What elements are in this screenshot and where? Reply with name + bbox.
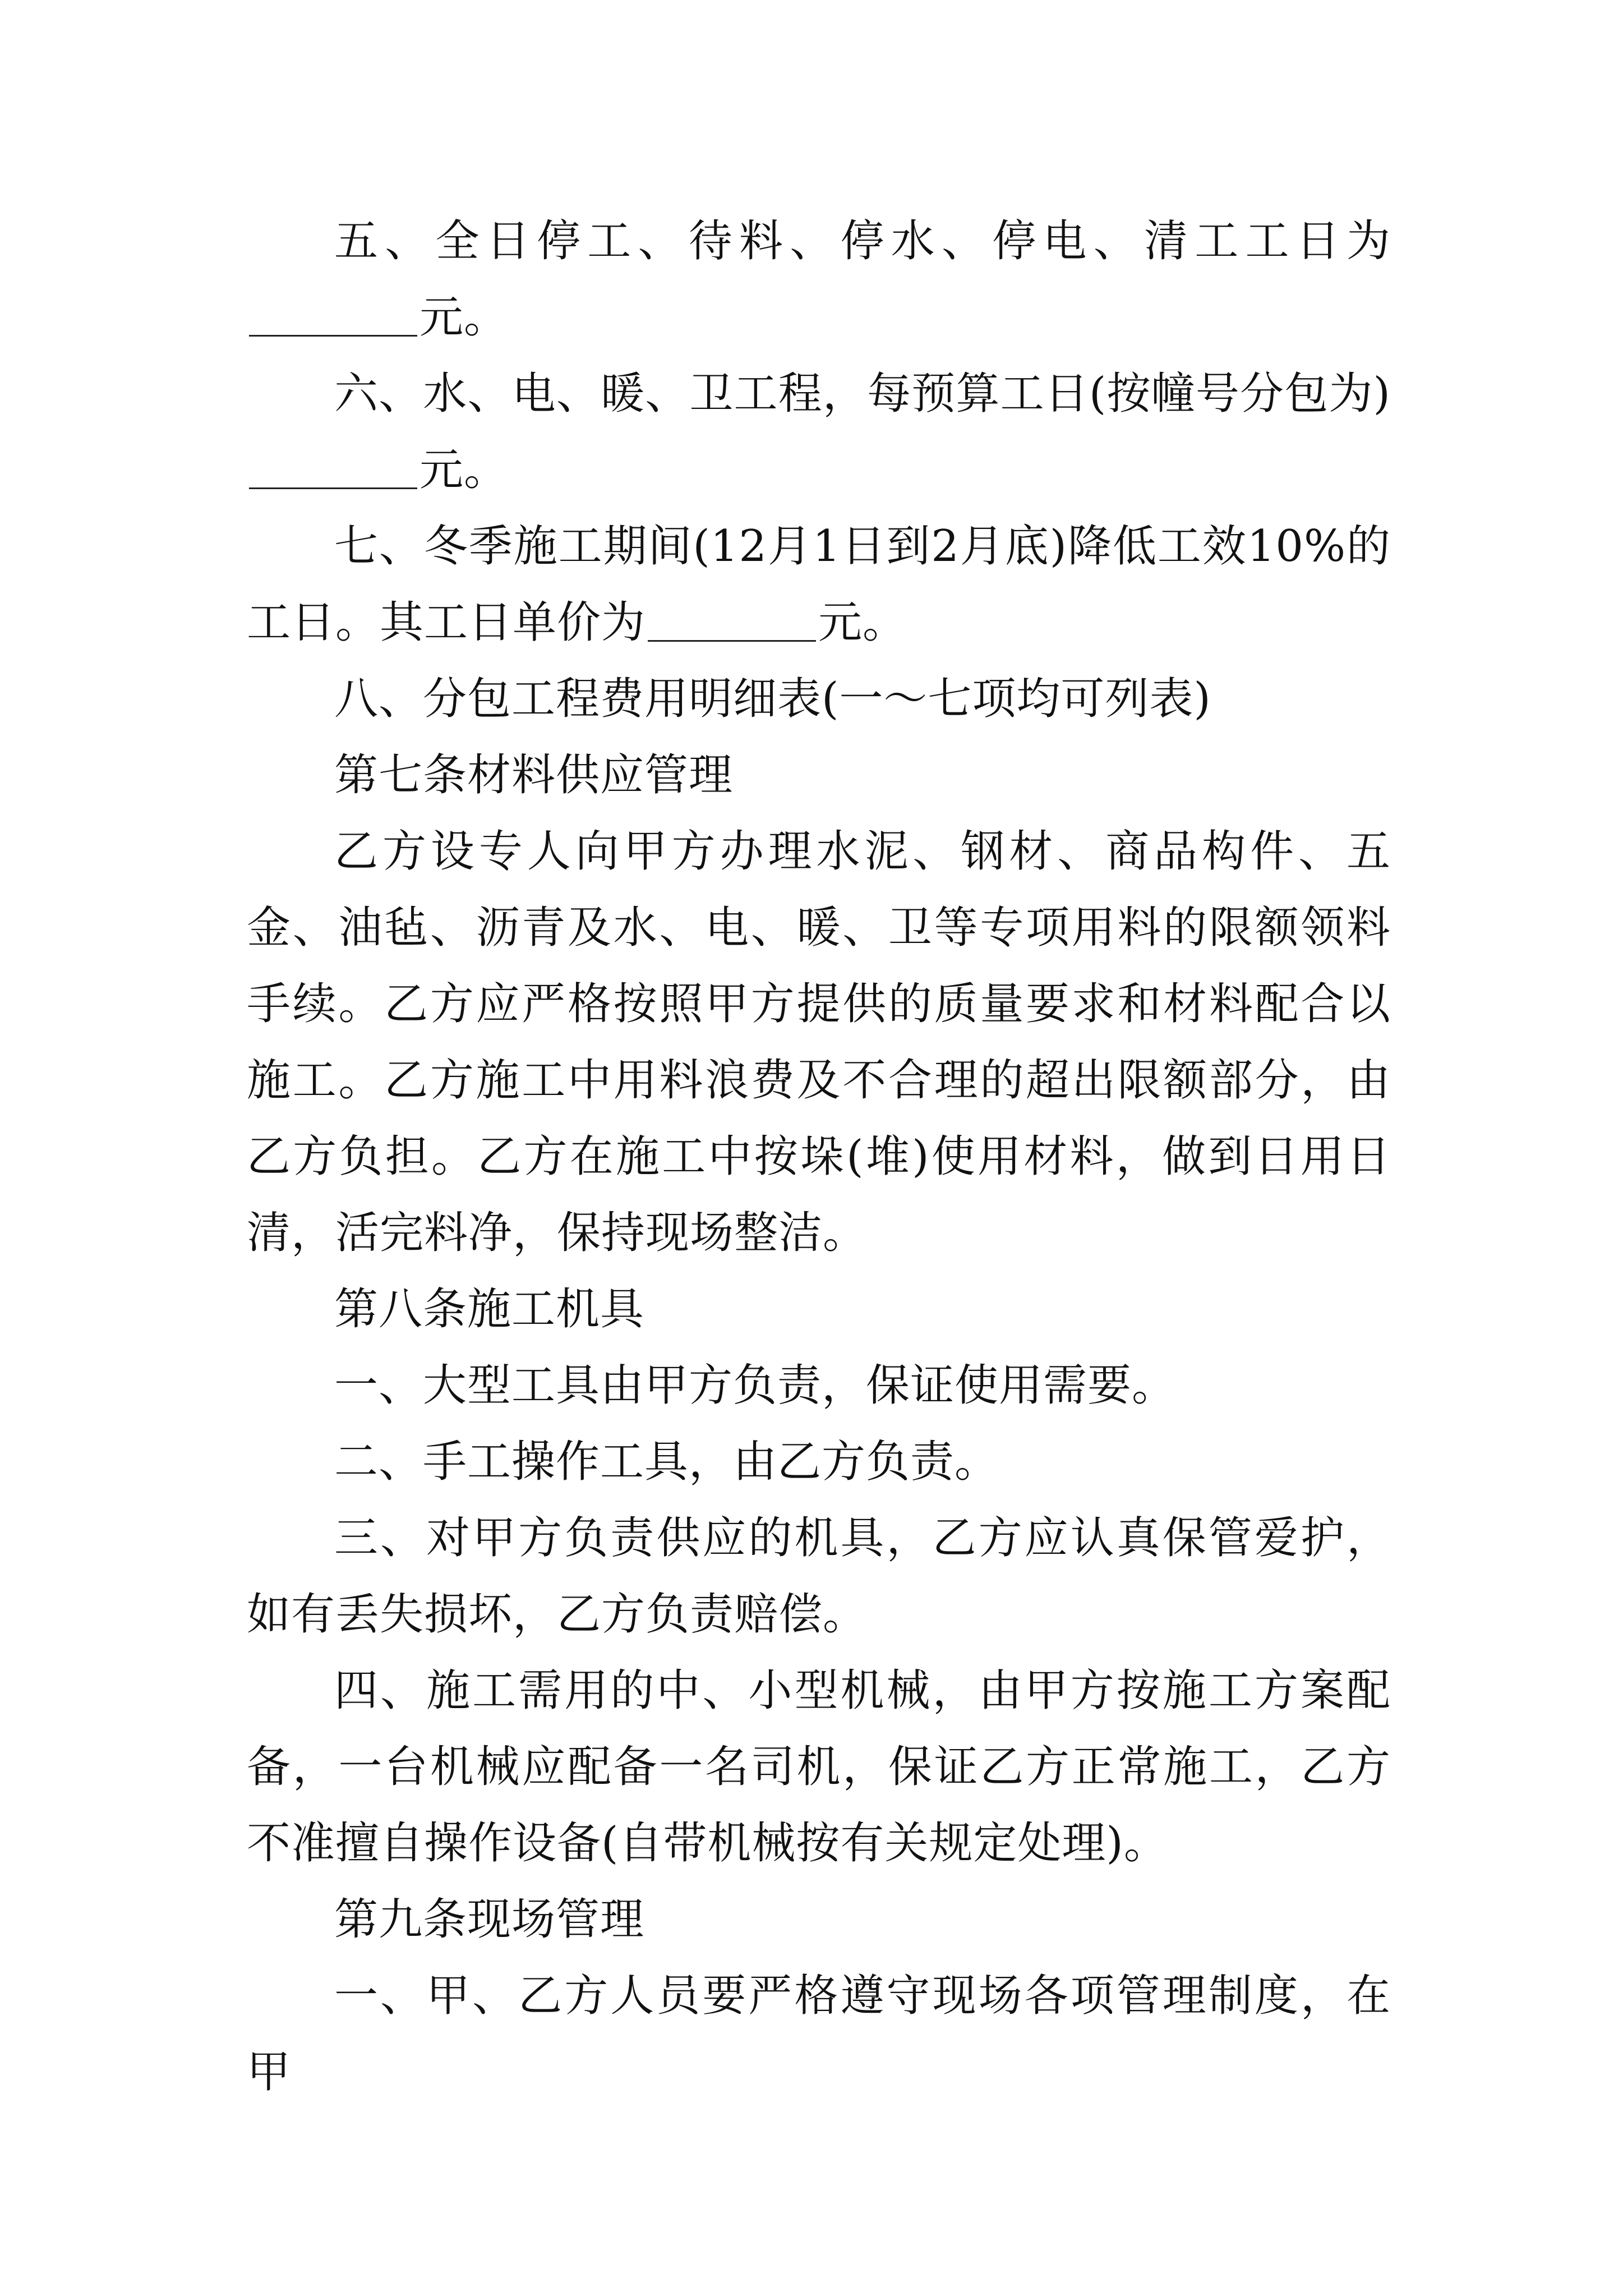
- paragraph-text: 元。: [818, 597, 907, 648]
- paragraph-utilities-rate: [247, 356, 1391, 508]
- paragraph-materials: 乙方设专人向甲方办理水泥、钢材、商品构件、五金、油毡、沥青及水、电、暖、卫等专项用料的限额领料手续。乙方应严格按照甲方提供的质量要求和材料配合以施工。乙方施工中用料浪费及不合理的超出限额部分，由乙方负担。乙方在施工中按垛(堆)使用材料，做到日用日清，活完料净，保持现场整洁。: [247, 826, 1391, 1258]
- paragraph-text: 五、全日停工、待料、停水、停电、清工工日为: [334, 216, 1391, 266]
- fill-in-blank: [249, 290, 417, 337]
- paragraph-text: 元。: [419, 445, 509, 495]
- paragraph-cost-table: 八、分包工程费用明细表(一～七项均可列表): [334, 674, 1211, 724]
- paragraph-site-rules: 一、甲、乙方人员要严格遵守现场各项管理制度，在甲: [247, 1971, 1391, 2097]
- paragraph-text: 七、冬季施工期间(12月1日到2月底)降低工效10%的工日。其工日单价为: [247, 521, 1391, 648]
- paragraph-large-tools: 一、大型工具由甲方负责，保证使用需要。: [334, 1360, 1177, 1411]
- paragraph-tool-care: 三、对甲方负责供应的机具，乙方应认真保管爱护，如有丢失损坏，乙方负责赔偿。: [247, 1513, 1391, 1640]
- paragraph-winter-rate: [247, 508, 1391, 661]
- section-heading-site: 第九条现场管理: [334, 1894, 645, 1945]
- paragraph-machinery: 四、施工需用的中、小型机械，由甲方按施工方案配备，一台机械应配备一名司机，保证乙方正常施工，乙方不准擅自操作设备(自带机械按有关规定处理)。: [247, 1665, 1391, 1869]
- paragraph-text: 元。: [419, 292, 509, 343]
- fill-in-blank: [249, 443, 417, 489]
- section-heading-tools: 第八条施工机具: [334, 1284, 645, 1335]
- document-body: [247, 203, 1391, 2110]
- fill-in-blank: [648, 595, 816, 642]
- section-heading-materials: 第七条材料供应管理: [334, 750, 734, 800]
- paragraph-hand-tools: 二、手工操作工具，由乙方负责。: [334, 1437, 999, 1487]
- paragraph-text: 六、水、电、暖、卫工程，每预算工日(按幢号分包为): [334, 369, 1391, 419]
- paragraph-work-stoppage-rate: [247, 203, 1391, 356]
